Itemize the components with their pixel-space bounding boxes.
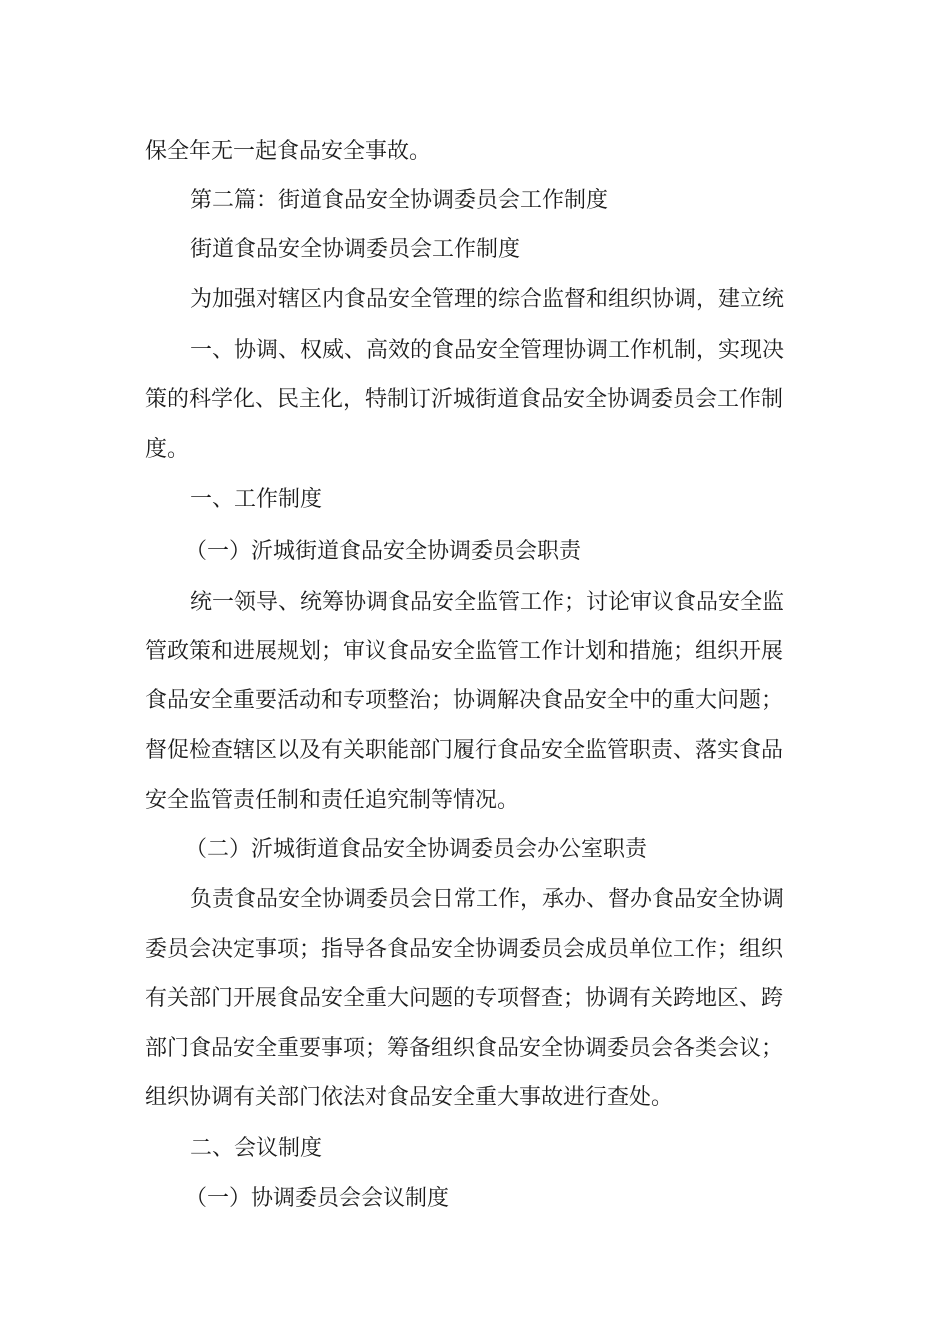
subheading-office-duties: （二）沂城街道食品安全协调委员会办公室职责 [185, 837, 648, 862]
text-line-5: 一、协调、权威、高效的食品安全管理协调工作机制，实现决 [190, 338, 785, 363]
text-line-19: 部门食品安全重要事项；筹备组织食品安全协调委员会各类会议； [145, 1036, 784, 1061]
text-line-10: 统一领导、统筹协调食品安全监管工作；讨论审议食品安全监 [190, 590, 785, 615]
text-line-13: 督促检查辖区以及有关职能部门履行食品安全监管职责、落实食品 [145, 738, 784, 763]
section-heading-part-two: 第二篇：街道食品安全协调委员会工作制度 [190, 188, 609, 213]
text-line-7: 度。 [145, 437, 190, 462]
text-line-17: 委员会决定事项；指导各食品安全协调委员会成员单位工作；组织 [145, 937, 784, 962]
text-line-12: 食品安全重要活动和专项整治；协调解决食品安全中的重大问题； [145, 688, 784, 713]
subheading-committee-duties: （一）沂城街道食品安全协调委员会职责 [185, 539, 582, 564]
heading-meeting-system: 二、会议制度 [190, 1136, 323, 1161]
text-line-20: 组织协调有关部门依法对食品安全重大事故进行查处。 [145, 1085, 674, 1110]
text-line-16: 负责食品安全协调委员会日常工作，承办、督办食品安全协调 [190, 887, 785, 912]
subheading-committee-meeting: （一）协调委员会会议制度 [185, 1186, 450, 1211]
heading-work-system: 一、工作制度 [190, 487, 323, 512]
document-title: 街道食品安全协调委员会工作制度 [190, 237, 521, 262]
text-line-11: 管政策和进展规划；审议食品安全监管工作计划和措施；组织开展 [145, 639, 784, 664]
text-line-1: 保全年无一起食品安全事故。 [145, 139, 432, 164]
text-line-14: 安全监管责任制和责任追究制等情况。 [145, 788, 520, 813]
text-line-4: 为加强对辖区内食品安全管理的综合监督和组织协调，建立统 [190, 287, 785, 312]
text-line-6: 策的科学化、民主化，特制订沂城街道食品安全协调委员会工作制 [145, 387, 784, 412]
text-line-18: 有关部门开展食品安全重大问题的专项督查；协调有关跨地区、跨 [145, 986, 784, 1011]
